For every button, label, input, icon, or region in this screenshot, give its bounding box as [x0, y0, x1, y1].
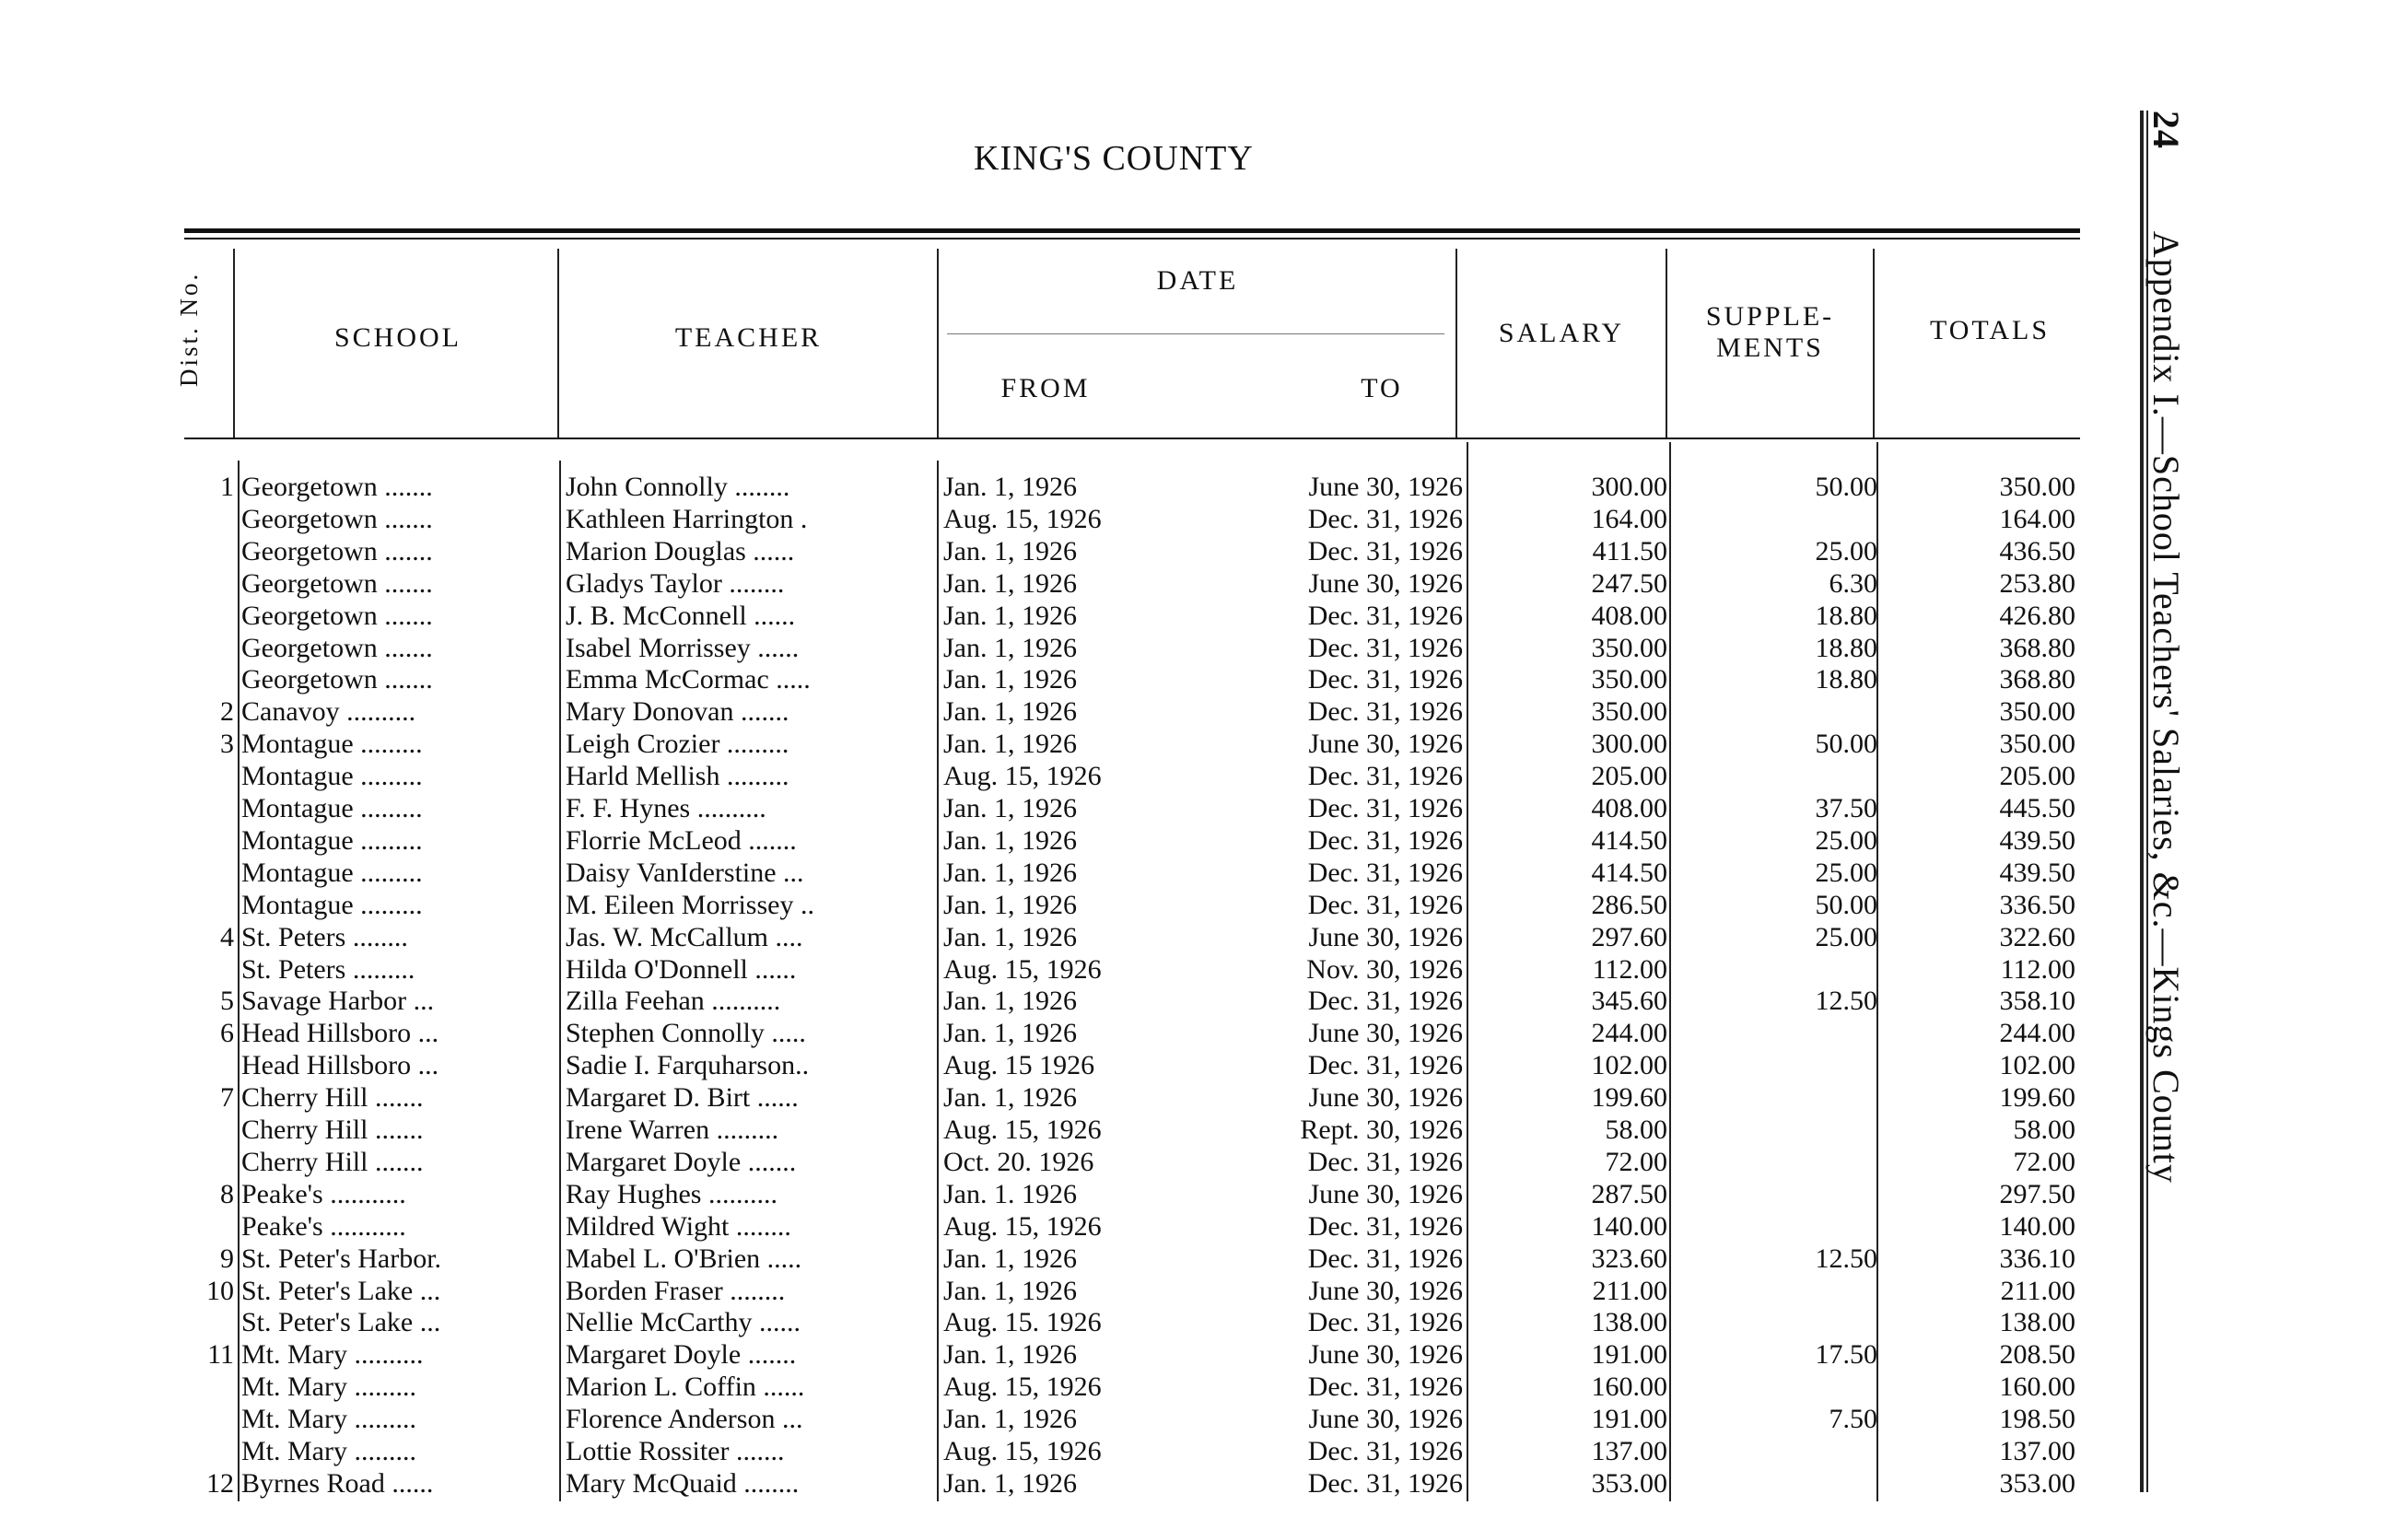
dist-no-cell: 10 [206, 1275, 234, 1306]
header-bottom-rule [184, 438, 2080, 439]
salary-cell: 191.00 [1591, 1404, 1667, 1435]
school-cell: Savage Harbor ... [241, 986, 435, 1017]
supplements-cell: 6.30 [1829, 567, 1877, 599]
school-cell: Montague ......... [241, 857, 423, 888]
from-date-cell: Aug. 15, 1926 [943, 1371, 1102, 1403]
teacher-cell: Sadie I. Farquharson.. [566, 1050, 810, 1081]
teacher-cell: Mary McQuaid ........ [566, 1467, 800, 1499]
total-cell: 322.60 [1999, 921, 2075, 952]
dist-no-cell: 6 [220, 1018, 234, 1049]
col-divider [557, 249, 559, 438]
school-cell: Mt. Mary ......... [241, 1371, 416, 1403]
teacher-cell: Florrie McLeod ....... [566, 824, 797, 856]
teacher-cell: F. F. Hynes .......... [566, 793, 766, 823]
to-date-cell: June 30, 1926 [1308, 1404, 1463, 1435]
from-date-cell: Jan. 1, 1926 [943, 1275, 1077, 1306]
school-cell: Mt. Mary ......... [241, 1436, 416, 1466]
total-cell: 350.00 [1999, 472, 2075, 502]
from-date-cell: Jan. 1, 1926 [943, 729, 1077, 760]
salary-cell: 414.50 [1591, 857, 1667, 888]
dist-no-cell: 3 [220, 729, 234, 760]
salary-cell: 411.50 [1592, 535, 1667, 566]
total-cell: 350.00 [1999, 729, 2075, 760]
header-date: DATE [1156, 265, 1239, 296]
salary-cell: 140.00 [1591, 1210, 1667, 1242]
school-cell: Georgetown ....... [241, 567, 433, 599]
col-divider [937, 249, 939, 438]
to-date-cell: Dec. 31, 1926 [1307, 761, 1463, 792]
salary-cell: 408.00 [1591, 600, 1667, 631]
to-date-cell: Dec. 31, 1926 [1307, 503, 1463, 534]
school-cell: Cherry Hill ....... [241, 1082, 424, 1114]
teacher-cell: Mabel L. O'Brien ..... [566, 1243, 802, 1274]
teacher-cell: Harld Mellish ......... [566, 761, 789, 792]
to-date-cell: Dec. 31, 1926 [1307, 600, 1463, 631]
margin-rule [2140, 111, 2144, 1492]
from-date-cell: Jan. 1, 1926 [943, 600, 1077, 631]
table-row [0, 664, 2119, 696]
dist-no-cell: 2 [220, 696, 234, 728]
total-cell: 164.00 [1999, 503, 2075, 534]
table-row [0, 568, 2119, 601]
total-cell: 368.80 [1999, 632, 2075, 663]
teacher-cell: Nellie McCarthy ...... [566, 1307, 801, 1338]
to-date-cell: Dec. 31, 1926 [1307, 986, 1463, 1017]
table-row [0, 858, 2119, 890]
supplements-cell: 50.00 [1815, 729, 1877, 760]
from-date-cell: Jan. 1, 1926 [943, 1467, 1077, 1499]
from-date-cell: Jan. 1, 1926 [943, 1243, 1077, 1274]
table-row [0, 536, 2119, 568]
from-date-cell: Aug. 15, 1926 [943, 1210, 1102, 1242]
from-date-cell: Jan. 1, 1926 [943, 921, 1077, 952]
school-cell: St. Peter's Lake ... [241, 1307, 441, 1338]
teacher-cell: Mildred Wight ........ [566, 1210, 791, 1242]
school-cell: Mt. Mary .......... [241, 1339, 424, 1371]
table-row [0, 1468, 2119, 1500]
total-cell: 112.00 [2000, 953, 2075, 985]
total-cell: 137.00 [1999, 1436, 2075, 1466]
teacher-cell: Isabel Morrissey ...... [566, 632, 800, 663]
salary-cell: 350.00 [1591, 632, 1667, 663]
salary-cell: 300.00 [1591, 729, 1667, 760]
salary-cell: 211.00 [1592, 1275, 1667, 1306]
header-to: TO [1361, 373, 1403, 403]
total-cell: 211.00 [2000, 1275, 2075, 1306]
table-row [0, 986, 2119, 1018]
from-date-cell: Jan. 1, 1926 [943, 632, 1077, 663]
table-row [0, 601, 2119, 633]
header-salary: SALARY [1498, 318, 1625, 348]
total-cell: 205.00 [1999, 761, 2075, 792]
supplements-cell: 25.00 [1815, 857, 1877, 888]
teacher-cell: Emma McCormac ..... [566, 664, 811, 695]
to-date-cell: Dec. 31, 1926 [1307, 1436, 1463, 1466]
header-school: SCHOOL [333, 322, 462, 353]
date-split-rule [947, 333, 1444, 334]
header-from: FROM [1000, 373, 1091, 403]
table-row [0, 729, 2119, 761]
salary-cell: 345.60 [1591, 986, 1667, 1017]
total-cell: 436.50 [1999, 535, 2075, 566]
to-date-cell: June 30, 1926 [1308, 921, 1463, 952]
from-date-cell: Jan. 1, 1926 [943, 696, 1077, 728]
school-cell: St. Peter's Lake ... [241, 1275, 441, 1306]
to-date-cell: Dec. 31, 1926 [1307, 889, 1463, 920]
to-date-cell: June 30, 1926 [1308, 567, 1463, 599]
dist-no-cell: 11 [207, 1339, 234, 1371]
salary-cell: 199.60 [1591, 1082, 1667, 1114]
salary-cell: 350.00 [1591, 664, 1667, 695]
from-date-cell: Jan. 1, 1926 [943, 472, 1077, 502]
teacher-cell: M. Eileen Morrissey .. [566, 889, 814, 920]
total-cell: 297.50 [1999, 1178, 2075, 1209]
salary-cell: 112.00 [1592, 953, 1667, 985]
table-row [0, 1276, 2119, 1308]
salary-cell: 300.00 [1591, 472, 1667, 502]
salary-cell: 205.00 [1591, 761, 1667, 792]
table-row [0, 1307, 2119, 1339]
school-cell: Canavoy .......... [241, 696, 416, 728]
teacher-cell: Margaret Doyle ....... [566, 1339, 797, 1371]
to-date-cell: June 30, 1926 [1308, 1018, 1463, 1049]
total-cell: 353.00 [1999, 1467, 2075, 1499]
dist-no-cell: 12 [206, 1467, 234, 1499]
to-date-cell: June 30, 1926 [1308, 1082, 1463, 1114]
teacher-cell: Borden Fraser ........ [566, 1275, 786, 1306]
school-cell: Cherry Hill ....... [241, 1146, 424, 1177]
from-date-cell: Jan. 1. 1926 [943, 1178, 1077, 1209]
teacher-cell: Margaret D. Birt ...... [566, 1082, 799, 1114]
table-row [0, 1371, 2119, 1404]
table-row [0, 954, 2119, 986]
salary-cell: 137.00 [1591, 1436, 1667, 1466]
teacher-cell: Kathleen Harrington . [566, 503, 808, 534]
teacher-cell: John Connolly ........ [566, 472, 790, 502]
school-cell: Peake's ........... [241, 1210, 406, 1242]
salary-cell: 287.50 [1591, 1178, 1667, 1209]
supplements-cell: 25.00 [1815, 824, 1877, 856]
from-date-cell: Aug. 15. 1926 [943, 1307, 1102, 1338]
supplements-cell: 25.00 [1815, 535, 1877, 566]
supplements-cell: 18.80 [1815, 632, 1877, 663]
total-cell: 199.60 [1999, 1082, 2075, 1114]
dist-no-cell: 9 [220, 1243, 234, 1274]
school-cell: Mt. Mary ......... [241, 1404, 416, 1435]
top-rule [184, 228, 2080, 233]
teacher-cell: Stephen Connolly ..... [566, 1018, 806, 1049]
salary-cell: 164.00 [1591, 503, 1667, 534]
table-row [0, 1147, 2119, 1179]
school-cell: Montague ......... [241, 793, 423, 823]
supplements-cell: 50.00 [1815, 472, 1877, 502]
teacher-cell: Lottie Rossiter ....... [566, 1436, 785, 1466]
to-date-cell: Dec. 31, 1926 [1307, 1210, 1463, 1242]
salary-cell: 353.00 [1591, 1467, 1667, 1499]
to-date-cell: June 30, 1926 [1308, 1339, 1463, 1371]
to-date-cell: June 30, 1926 [1308, 472, 1463, 502]
from-date-cell: Jan. 1, 1926 [943, 1082, 1077, 1114]
total-cell: 368.80 [1999, 664, 2075, 695]
teacher-cell: Ray Hughes .......... [566, 1178, 777, 1209]
total-cell: 244.00 [1999, 1018, 2075, 1049]
from-date-cell: Jan. 1, 1926 [943, 535, 1077, 566]
total-cell: 336.50 [1999, 889, 2075, 920]
supplements-cell: 37.50 [1815, 793, 1877, 823]
salary-cell: 414.50 [1591, 824, 1667, 856]
to-date-cell: June 30, 1926 [1308, 1275, 1463, 1306]
table-row [0, 1436, 2119, 1468]
salary-cell: 160.00 [1591, 1371, 1667, 1403]
from-date-cell: Oct. 20. 1926 [943, 1146, 1094, 1177]
from-date-cell: Aug. 15, 1926 [943, 1115, 1102, 1145]
total-cell: 198.50 [1999, 1404, 2075, 1435]
table-row [0, 1243, 2119, 1276]
school-cell: Montague ......... [241, 729, 423, 760]
salary-cell: 72.00 [1605, 1146, 1667, 1177]
total-cell: 445.50 [1999, 793, 2075, 823]
school-cell: Montague ......... [241, 761, 423, 792]
table-row [0, 633, 2119, 665]
school-cell: Georgetown ....... [241, 632, 433, 663]
teacher-cell: Marion L. Coffin ...... [566, 1371, 805, 1403]
dist-no-cell: 8 [220, 1178, 234, 1209]
table-row [0, 1339, 2119, 1371]
total-cell: 350.00 [1999, 696, 2075, 728]
total-cell: 208.50 [1999, 1339, 2075, 1371]
salary-cell: 244.00 [1591, 1018, 1667, 1049]
page-title: KING'S COUNTY [974, 139, 1254, 178]
total-cell: 439.50 [1999, 824, 2075, 856]
school-cell: Georgetown ....... [241, 600, 433, 631]
dist-no-cell: 5 [220, 986, 234, 1017]
from-date-cell: Jan. 1, 1926 [943, 793, 1077, 823]
supplements-cell: 18.80 [1815, 600, 1877, 631]
to-date-cell: June 30, 1926 [1308, 1178, 1463, 1209]
to-date-cell: Nov. 30, 1926 [1306, 953, 1463, 985]
to-date-cell: Dec. 31, 1926 [1307, 632, 1463, 663]
salary-cell: 138.00 [1591, 1307, 1667, 1338]
table-row [0, 1018, 2119, 1050]
teacher-cell: Margaret Doyle ....... [566, 1146, 797, 1177]
teacher-cell: J. B. McConnell ...... [566, 600, 796, 631]
school-cell: St. Peters ......... [241, 953, 415, 985]
school-cell: St. Peter's Harbor. [241, 1243, 442, 1274]
from-date-cell: Aug. 15 1926 [943, 1050, 1095, 1081]
table-row [0, 472, 2119, 504]
school-cell: Georgetown ....... [241, 503, 433, 534]
table-row [0, 761, 2119, 793]
to-date-cell: Rept. 30, 1926 [1300, 1115, 1463, 1145]
to-date-cell: Dec. 31, 1926 [1307, 1467, 1463, 1499]
from-date-cell: Aug. 15, 1926 [943, 761, 1102, 792]
table-row [0, 825, 2119, 858]
teacher-cell: Leigh Crozier ......... [566, 729, 789, 760]
teacher-cell: Irene Warren ......... [566, 1115, 779, 1145]
col-divider [233, 249, 235, 438]
salary-cell: 247.50 [1591, 567, 1667, 599]
teacher-cell: Florence Anderson ... [566, 1404, 803, 1435]
school-cell: Byrnes Road ...... [241, 1467, 434, 1499]
to-date-cell: Dec. 31, 1926 [1307, 857, 1463, 888]
from-date-cell: Aug. 15, 1926 [943, 1436, 1102, 1466]
supplements-cell: 12.50 [1815, 1243, 1877, 1274]
table-row [0, 1082, 2119, 1115]
salary-cell: 323.60 [1591, 1243, 1667, 1274]
to-date-cell: Dec. 31, 1926 [1307, 1050, 1463, 1081]
to-date-cell: Dec. 31, 1926 [1307, 1371, 1463, 1403]
from-date-cell: Aug. 15, 1926 [943, 953, 1102, 985]
total-cell: 72.00 [2013, 1146, 2075, 1177]
teacher-cell: Jas. W. McCallum .... [566, 921, 803, 952]
total-cell: 439.50 [1999, 857, 2075, 888]
total-cell: 140.00 [1999, 1210, 2075, 1242]
dist-no-cell: 4 [220, 921, 234, 952]
salary-cell: 102.00 [1591, 1050, 1667, 1081]
supplements-cell: 25.00 [1815, 921, 1877, 952]
total-cell: 160.00 [1999, 1371, 2075, 1403]
table-row [0, 793, 2119, 825]
from-date-cell: Jan. 1, 1926 [943, 1404, 1077, 1435]
school-cell: Peake's ........... [241, 1178, 406, 1209]
supplements-cell: 12.50 [1815, 986, 1877, 1017]
to-date-cell: Dec. 31, 1926 [1307, 664, 1463, 695]
total-cell: 58.00 [2013, 1115, 2075, 1145]
header-dist-no: Dist. No. [175, 271, 203, 387]
table-row [0, 1115, 2119, 1147]
dist-no-cell: 1 [220, 472, 234, 502]
supplements-cell: 17.50 [1815, 1339, 1877, 1371]
school-cell: Cherry Hill ....... [241, 1115, 424, 1145]
teacher-cell: Mary Donovan ....... [566, 696, 789, 728]
supplements-cell: 18.80 [1815, 664, 1877, 695]
total-cell: 336.10 [1999, 1243, 2075, 1274]
from-date-cell: Jan. 1, 1926 [943, 986, 1077, 1017]
to-date-cell: Dec. 31, 1926 [1307, 793, 1463, 823]
from-date-cell: Jan. 1, 1926 [943, 1339, 1077, 1371]
school-cell: St. Peters ........ [241, 921, 408, 952]
header-supplements-2: MENTS [1716, 333, 1824, 363]
teacher-cell: Zilla Feehan .......... [566, 986, 781, 1017]
table-row [0, 922, 2119, 954]
to-date-cell: Dec. 31, 1926 [1307, 1243, 1463, 1274]
salary-cell: 286.50 [1591, 889, 1667, 920]
salary-cell: 408.00 [1591, 793, 1667, 823]
to-date-cell: June 30, 1926 [1308, 729, 1463, 760]
table-row [0, 696, 2119, 729]
total-cell: 358.10 [1999, 986, 2075, 1017]
teacher-cell: Daisy VanIderstine ... [566, 857, 804, 888]
teacher-cell: Gladys Taylor ........ [566, 567, 785, 599]
dist-no-cell: 7 [220, 1082, 234, 1114]
table-row [0, 504, 2119, 536]
from-date-cell: Jan. 1, 1926 [943, 824, 1077, 856]
from-date-cell: Jan. 1, 1926 [943, 857, 1077, 888]
header-teacher: TEACHER [674, 322, 823, 353]
to-date-cell: Dec. 31, 1926 [1307, 1146, 1463, 1177]
header-supplements-1: SUPPLE- [1705, 301, 1835, 332]
appendix-caption: Appendix I.—School Teachers' Salaries, &c.—Kings County [2145, 230, 2187, 1184]
school-cell: Head Hillsboro ... [241, 1018, 439, 1049]
from-date-cell: Jan. 1, 1926 [943, 889, 1077, 920]
from-date-cell: Jan. 1, 1926 [943, 1018, 1077, 1049]
supplements-cell: 7.50 [1829, 1404, 1877, 1435]
from-date-cell: Jan. 1, 1926 [943, 567, 1077, 599]
school-cell: Georgetown ....... [241, 535, 433, 566]
total-cell: 426.80 [1999, 600, 2075, 631]
top-rule-thin [184, 238, 2080, 239]
header-totals: TOTALS [1929, 315, 2051, 345]
from-date-cell: Jan. 1, 1926 [943, 664, 1077, 695]
from-date-cell: Aug. 15, 1926 [943, 503, 1102, 534]
to-date-cell: Dec. 31, 1926 [1307, 696, 1463, 728]
school-cell: Montague ......... [241, 824, 423, 856]
table-row [0, 1179, 2119, 1211]
table-row [0, 1404, 2119, 1436]
supplements-cell: 50.00 [1815, 889, 1877, 920]
to-date-cell: Dec. 31, 1926 [1307, 824, 1463, 856]
salary-cell: 191.00 [1591, 1339, 1667, 1371]
school-cell: Georgetown ....... [241, 472, 433, 502]
table-row [0, 1211, 2119, 1243]
total-cell: 138.00 [1999, 1307, 2075, 1338]
salary-cell: 350.00 [1591, 696, 1667, 728]
page-number: 24 [2145, 111, 2187, 149]
side-caption [2145, 111, 2188, 1184]
salary-cell: 58.00 [1605, 1115, 1667, 1145]
total-cell: 253.80 [1999, 567, 2075, 599]
salary-cell: 297.60 [1591, 921, 1667, 952]
school-cell: Head Hillsboro ... [241, 1050, 439, 1081]
to-date-cell: Dec. 31, 1926 [1307, 1307, 1463, 1338]
teacher-cell: Marion Douglas ...... [566, 535, 795, 566]
school-cell: Georgetown ....... [241, 664, 433, 695]
total-cell: 102.00 [1999, 1050, 2075, 1081]
to-date-cell: Dec. 31, 1926 [1307, 535, 1463, 566]
table-row [0, 890, 2119, 922]
school-cell: Montague ......... [241, 889, 423, 920]
table-row [0, 1050, 2119, 1082]
teacher-cell: Hilda O'Donnell ...... [566, 953, 797, 985]
